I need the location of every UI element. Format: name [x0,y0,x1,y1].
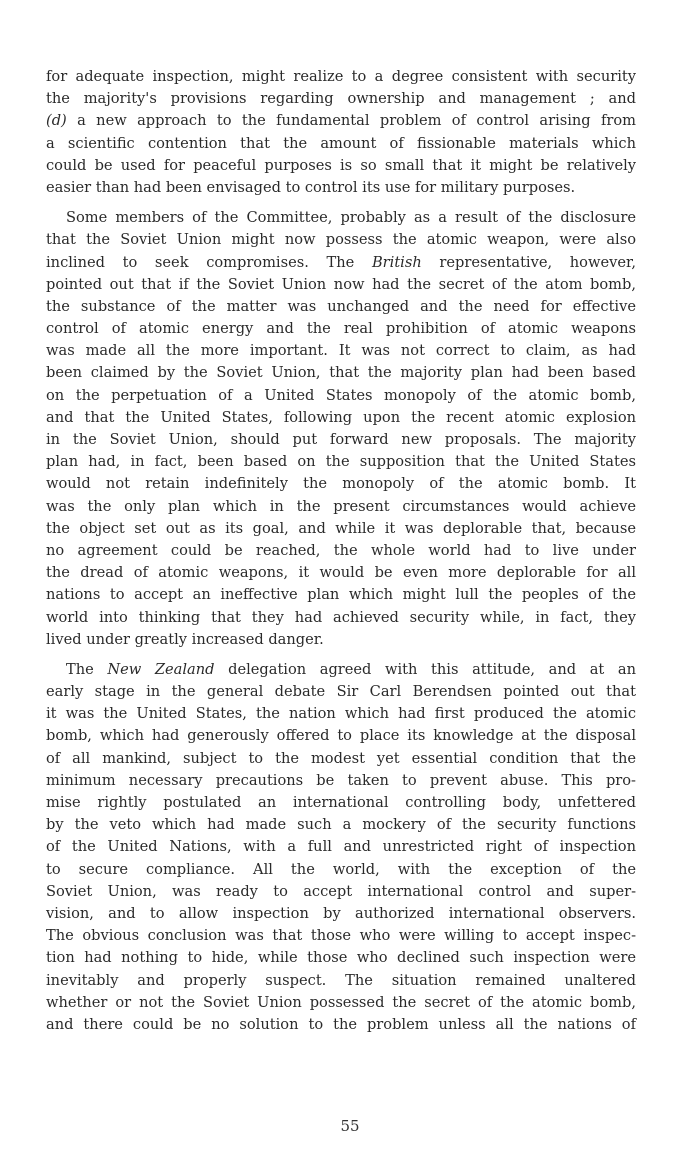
text-line: Some members of the Committee, probably as a result of the disclosure [66,209,636,227]
text-line: could be used for peaceful purposes is so small that it might be relatively [46,156,636,174]
text-line: been claimed by the Soviet Union, that the majority plan had been based [46,364,636,382]
text-line: early stage in the general debate Sir Carl Berendsen pointed out that [46,683,636,701]
text-line: whether or not the Soviet Union possessed the secret of the atomic bomb, [46,993,636,1011]
text-line: the substance of the matter was unchanged and the need for effective [46,297,636,315]
text-line: plan had, in fact, been based on the supposition that the United States [46,453,636,471]
text-line: the majority's provisions regarding ownership and management ; and [46,90,636,108]
text-line: and that the United States, following upon the recent atomic explosion [46,408,636,426]
text-line: lived under greatly increased danger. [46,630,324,648]
italic-term: New Zealand [107,660,215,678]
text-line: in the Soviet Union, should put forward new proposals. The majority [46,431,636,448]
text-line: Soviet Union, was ready to accept international control and super- [46,882,636,900]
text-line: of the United Nations, with a full and unrestricted right of inspection [46,838,636,856]
text-line: The New Zealand delegation agreed with this attitude, and at an [66,660,637,678]
text-line: inclined to seek compromises. The British representative, however, [46,253,636,271]
text-line: mise rightly postulated an international controlling body, unfettered [46,794,636,811]
paragraph-3 [46,659,636,1036]
italic-term: British [371,253,422,271]
text-line: no agreement could be reached, the whole world had to live under [46,541,636,559]
text-line: the object set out as its goal, and while it was deplorable that, because [46,519,636,537]
text-line: easier than had been envisaged to control its use for military purposes. [46,178,576,196]
text-line: bomb, which had generously offered to place its knowledge at the disposal [46,727,636,745]
text-line: control of atomic energy and the real prohibition of atomic weapons [46,320,636,338]
text-line: minimum necessary precautions be taken to prevent abuse. This pro- [46,771,636,789]
text-line: that the Soviet Union might now possess the atomic weapon, were also [46,231,636,249]
text-line: for adequate inspection, might realize to a degree consistent with security [46,68,636,85]
text-line: nations to accept an ineffective plan which might lull the peoples of the [46,586,636,604]
text-line: vision, and to allow inspection by authorized international observers. [46,904,636,922]
text-line: (d) a new approach to the fundamental problem of control arising from [46,112,636,130]
text-line: on the perpetuation of a United States monopoly of the atomic bomb, [46,386,636,404]
page-number: 55 [340,1117,360,1135]
text-line: it was the United States, the nation which had first produced the atomic [46,705,636,723]
text-line: of all mankind, subject to the modest yet essential condition that the [46,749,636,767]
text-line: the dread of atomic weapons, it would be even more deplorable for all [46,564,636,582]
paragraph-2 [46,207,636,651]
text-line: and there could be no solution to the problem unless all the nations of [46,1015,636,1033]
text-line: to secure compliance. All the world, with the exception of the [46,860,636,878]
text-line: was the only plan which in the present circumstances would achieve [46,497,636,515]
text-line: The obvious conclusion was that those who were willing to accept inspec- [46,927,636,945]
text-line: world into thinking that they had achieved security while, in fact, they [46,608,636,626]
italic-term: (d) [46,112,67,130]
text-line: would not retain indefinitely the monopoly of the atomic bomb. It [46,475,636,493]
text-line: tion had nothing to hide, while those who declined such inspection were [46,949,636,967]
text-line: was made all the more important. It was not correct to claim, as had [46,342,636,360]
text-line: by the veto which had made such a mockery of the security functions [46,816,636,834]
paragraph-1 [46,66,636,199]
text-line: a scientific contention that the amount of fissionable materials which [46,134,636,152]
page-body [46,66,636,1044]
text-line: inevitably and properly suspect. The situation remained unaltered [46,971,636,989]
text-line: pointed out that if the Soviet Union now had the secret of the atom bomb, [46,275,636,293]
